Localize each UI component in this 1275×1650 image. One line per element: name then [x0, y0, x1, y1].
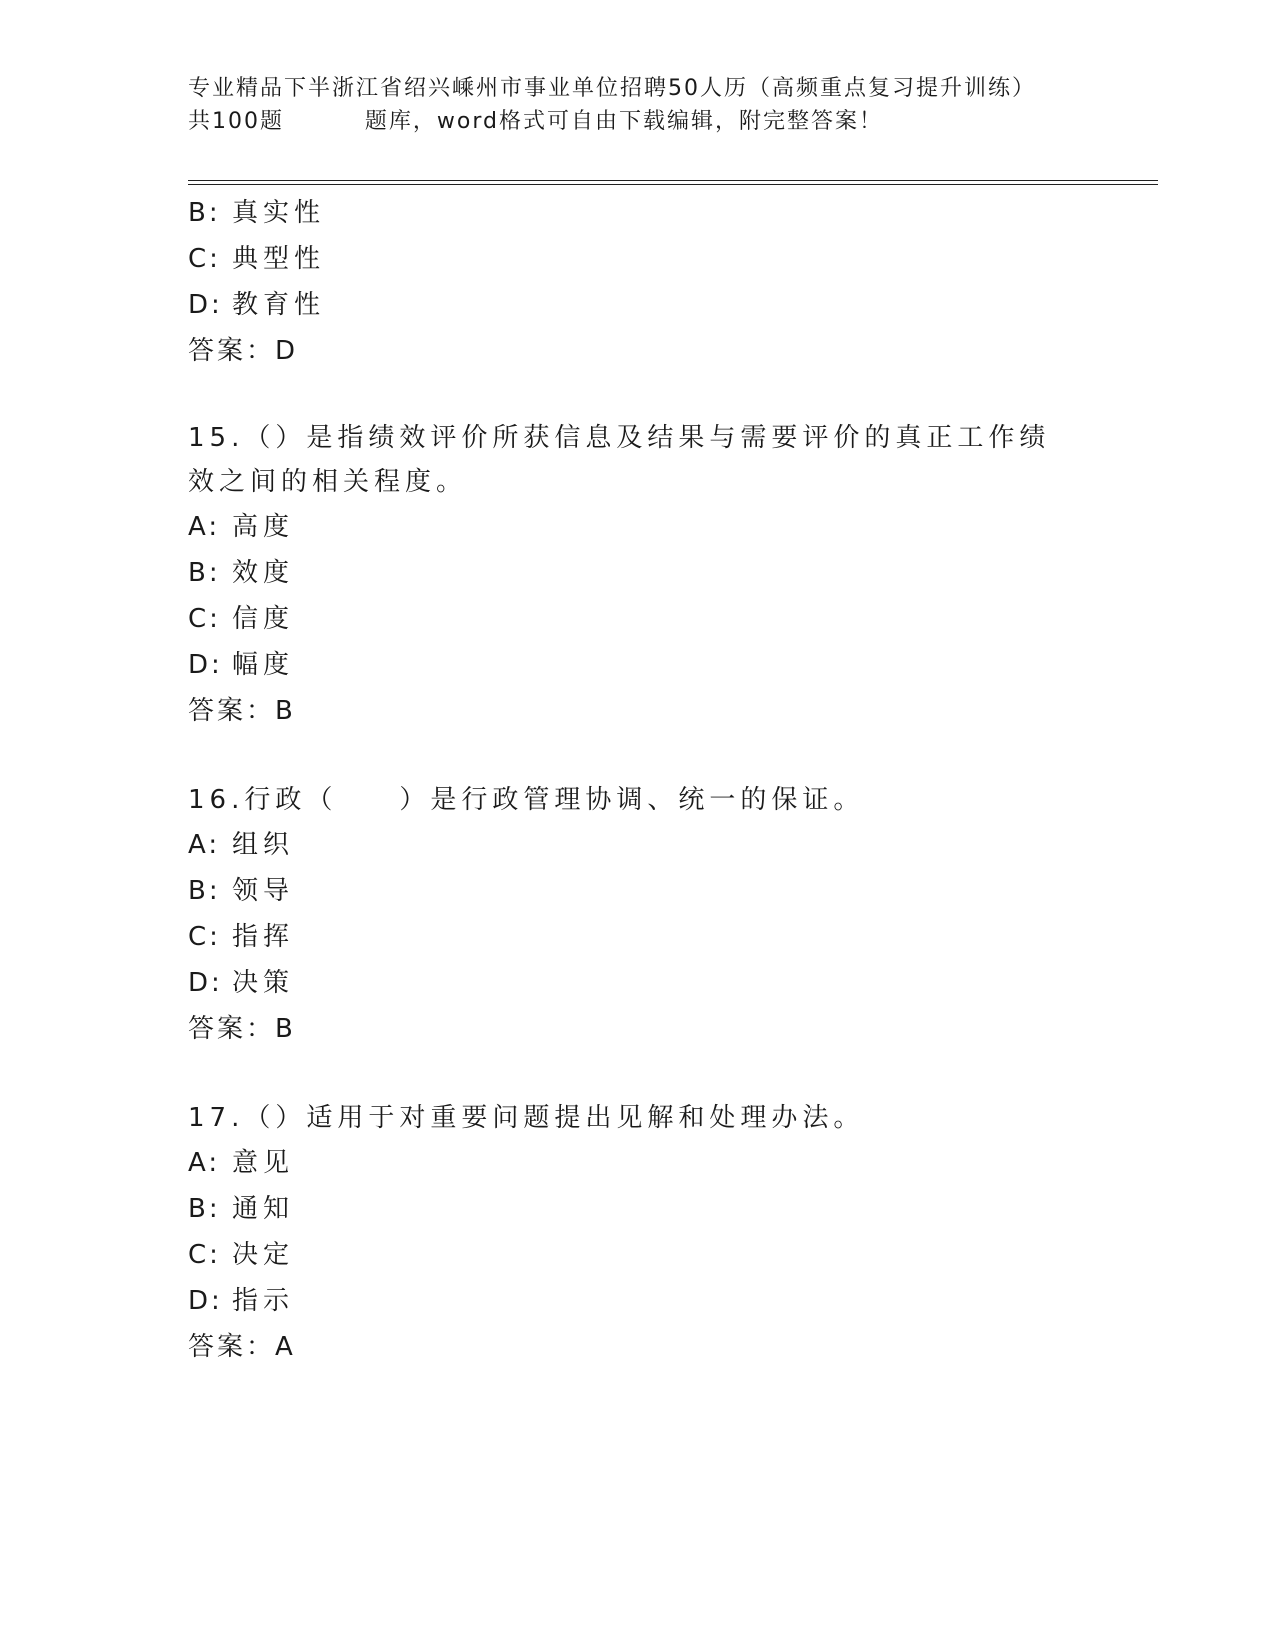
question-stem: 16.行政（ ）是行政管理协调、统一的保证。	[188, 785, 865, 815]
question-block-continued	[188, 190, 1088, 374]
option-c	[188, 236, 1088, 282]
header-title-line-2: 共100题 题库，word格式可自由下载编辑，附完整答案！	[188, 109, 884, 134]
option-letter: C:	[188, 604, 221, 634]
option-d	[188, 1278, 1088, 1324]
option-text: 组织	[232, 830, 295, 860]
option-text: 典型性	[232, 244, 326, 274]
option-text: 信度	[232, 604, 295, 634]
option-letter: B:	[188, 876, 221, 906]
option-letter: C:	[188, 922, 221, 952]
header-divider	[188, 180, 1158, 181]
option-letter: D:	[188, 650, 223, 680]
option-text: 指挥	[232, 922, 295, 952]
option-text: 决策	[232, 968, 295, 998]
option-letter: D:	[188, 1286, 223, 1316]
option-text: 决定	[232, 1240, 295, 1270]
page-header	[188, 72, 1088, 138]
option-c	[188, 914, 1088, 960]
option-text: 意见	[232, 1148, 295, 1178]
option-a	[188, 1140, 1088, 1186]
option-a	[188, 822, 1088, 868]
option-text: 领导	[232, 876, 295, 906]
answer-line: 答案：A	[188, 1332, 296, 1362]
answer-line: 答案：B	[188, 1014, 296, 1044]
option-d	[188, 642, 1088, 688]
question-block-16	[188, 778, 1088, 1052]
option-c	[188, 1232, 1088, 1278]
option-b	[188, 190, 1088, 236]
option-letter: C:	[188, 244, 221, 274]
header-title-line-1: 专业精品下半浙江省绍兴嵊州市事业单位招聘50人历（高频重点复习提升训练）	[188, 76, 1036, 101]
option-c	[188, 596, 1088, 642]
option-text: 高度	[232, 512, 295, 542]
option-letter: D:	[188, 290, 223, 320]
answer-line: 答案：D	[188, 336, 299, 366]
question-list	[188, 190, 1088, 1370]
option-b	[188, 550, 1088, 596]
option-letter: C:	[188, 1240, 221, 1270]
option-text: 指示	[232, 1286, 295, 1316]
option-letter: A:	[188, 512, 221, 542]
option-d	[188, 960, 1088, 1006]
option-a	[188, 504, 1088, 550]
option-text: 真实性	[232, 198, 326, 228]
question-block-15	[188, 416, 1088, 734]
option-letter: A:	[188, 830, 221, 860]
answer-line: 答案：B	[188, 696, 296, 726]
option-b	[188, 868, 1088, 914]
option-d	[188, 282, 1088, 328]
option-text: 教育性	[232, 290, 326, 320]
option-b	[188, 1186, 1088, 1232]
option-letter: B:	[188, 198, 221, 228]
question-block-17	[188, 1096, 1088, 1370]
option-text: 通知	[232, 1194, 295, 1224]
option-letter: B:	[188, 1194, 221, 1224]
question-stem: 17.（）适用于对重要问题提出见解和处理办法。	[188, 1103, 865, 1133]
option-letter: D:	[188, 968, 223, 998]
header-divider	[188, 184, 1158, 185]
question-stem: 15.（）是指绩效评价所获信息及结果与需要评价的真正工作绩效之间的相关程度。	[188, 423, 1051, 497]
option-text: 幅度	[232, 650, 295, 680]
option-text: 效度	[232, 558, 295, 588]
option-letter: A:	[188, 1148, 221, 1178]
option-letter: B:	[188, 558, 221, 588]
